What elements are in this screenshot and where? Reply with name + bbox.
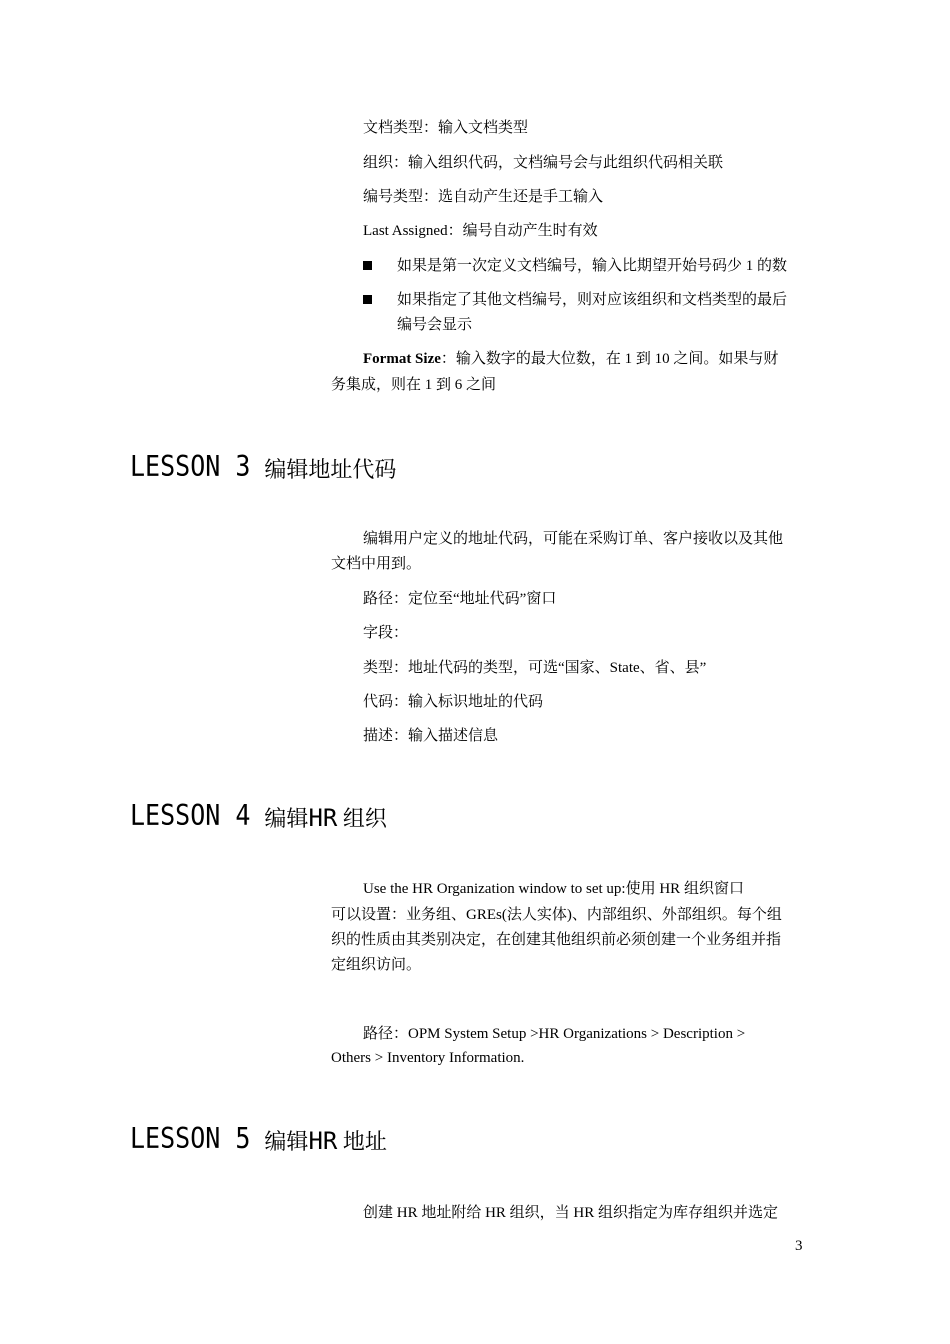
numbering-type-line: 编号类型：选自动产生还是手工输入 [363, 189, 604, 205]
lesson-3-label: LESSON 3 [130, 449, 251, 483]
lesson-4-para-line2: 可以设置：业务组、GREs(法人实体)、内部组织、外部组织。每个组 [331, 907, 782, 923]
lesson-4-path-line1: 路径：OPM System Setup >HR Organizations > Description > [363, 1026, 746, 1042]
lesson-4-label: LESSON 4 [130, 798, 251, 832]
last-assigned-line: Last Assigned：编号自动产生时有效 [363, 223, 598, 239]
square-bullet-icon [363, 261, 372, 270]
lesson-4-title-cn: 编辑 [264, 806, 309, 831]
format-size-text: ：输入数字的最大位数，在 1 到 10 之间。如果与财 [440, 351, 779, 367]
page-number: 3 [795, 1238, 803, 1254]
lesson-3-type: 类型：地址代码的类型，可选“国家、State、省、县” [363, 660, 707, 676]
lesson-3-para-line1: 编辑用户定义的地址代码，可能在采购订单、客户接收以及其他 [363, 531, 784, 547]
lesson-4-title-cn2: 组织 [337, 806, 387, 831]
lesson-3-title: 编辑地址代码 [264, 457, 397, 482]
doc-type-line: 文档类型：输入文档类型 [363, 120, 529, 136]
lesson-4-para-line1: Use the HR Organization window to set up:使用 HR 组织窗口 [363, 881, 744, 897]
lesson-3-heading [130, 449, 397, 484]
bullet-other-numbering-line1: 如果指定了其他文档编号，则对应该组织和文档类型的最后 [397, 292, 788, 308]
lesson-5-title-hr: HR [308, 1127, 338, 1155]
lesson-5-title-cn: 编辑 [264, 1129, 309, 1154]
lesson-4-title-hr: HR [308, 804, 338, 832]
lesson-3-path: 路径：定位至“地址代码”窗口 [363, 591, 557, 607]
lesson-3-para-line2: 文档中用到。 [331, 556, 422, 572]
lesson-4-para-line4: 定组织访问。 [331, 957, 422, 973]
bullet-other-numbering-line2: 编号会显示 [397, 317, 473, 333]
format-size-line [363, 347, 778, 371]
lesson-5-title [264, 1129, 386, 1154]
lesson-3-fields: 字段： [363, 625, 409, 641]
lesson-5-heading [130, 1121, 387, 1156]
format-size-label: Format Size [363, 351, 441, 367]
format-size-line2: 务集成，则在 1 到 6 之间 [331, 377, 497, 393]
lesson-3-code: 代码：输入标识地址的代码 [363, 694, 544, 710]
bullet-first-definition: 如果是第一次定义文档编号，输入比期望开始号码少 1 的数 [397, 258, 788, 274]
lesson-5-label: LESSON 5 [130, 1121, 251, 1155]
lesson-4-title [264, 806, 386, 831]
lesson-4-heading [130, 798, 387, 833]
lesson-4-para-line3: 织的性质由其类别决定，在创建其他组织前必须创建一个业务组并指 [331, 932, 782, 948]
lesson-5-para-line1: 创建 HR 地址附给 HR 组织，当 HR 组织指定为库存组织并选定 [363, 1205, 779, 1221]
lesson-3-desc: 描述：输入描述信息 [363, 728, 499, 744]
lesson-5-title-cn2: 地址 [337, 1129, 387, 1154]
square-bullet-icon [363, 295, 372, 304]
org-line: 组织：输入组织代码，文档编号会与此组织代码相关联 [363, 155, 724, 171]
lesson-4-path-line2: Others > Inventory Information. [331, 1050, 525, 1066]
